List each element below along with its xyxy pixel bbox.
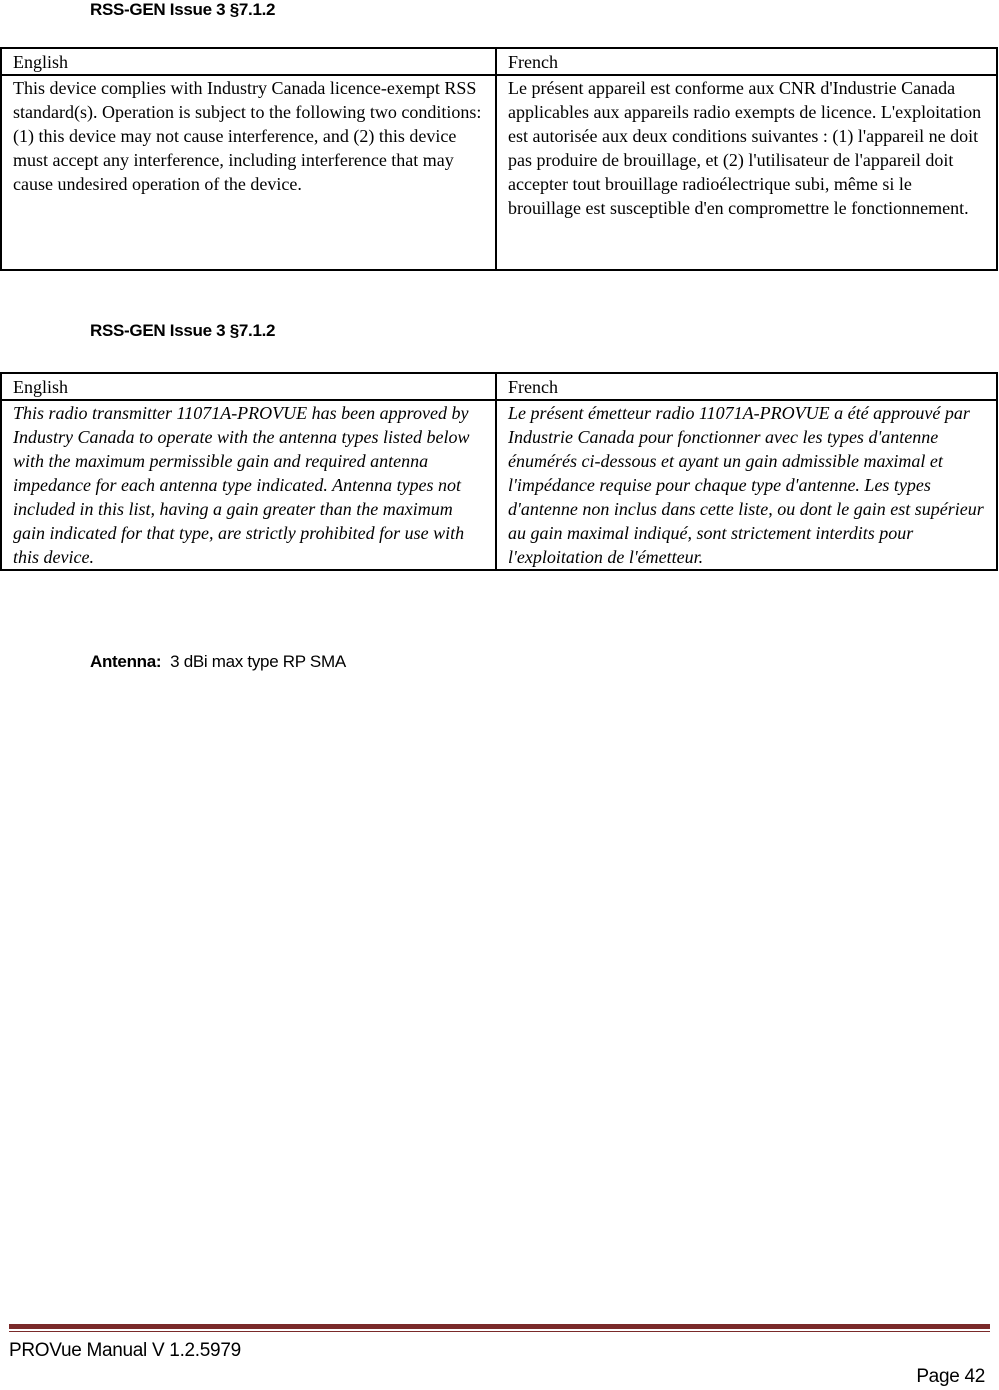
antenna-value: 3 dBi max type RP SMA: [170, 652, 346, 671]
english-text: This radio transmitter 11071A-PROVUE has been approved by Industry Canada to operate with the antenna types listed below with the maximum permissible gain and required antenna impedance for each antenna type indicated. Antenna types not included in this list, having a gain greater than the maximum gain indicated for that type, are strictly prohibited for use with this device.: [1, 400, 496, 570]
section1-table: [0, 47, 998, 271]
english-text: This device complies with Industry Canada licence-exempt RSS standard(s). Operation is subject to the following two conditions: (1) this device may not cause interference, and (2) this device must accept any interference, including interference that may cause undesired operation of the device.: [1, 75, 496, 270]
section2-table: [0, 372, 998, 571]
column-header-english: English: [1, 48, 496, 75]
section1-heading: RSS-GEN Issue 3 §7.1.2: [90, 0, 276, 19]
footer-page-number: Page 42: [916, 1366, 985, 1387]
footer-manual-title: PROVue Manual V 1.2.5979: [9, 1340, 241, 1361]
footer-rule-thick: [9, 1324, 990, 1329]
column-header-french: French: [496, 48, 997, 75]
antenna-label: Antenna:: [90, 652, 162, 671]
footer-rule-thin: [9, 1331, 990, 1332]
table-row: [1, 75, 997, 270]
table-header-row: [1, 373, 997, 400]
column-header-french: French: [496, 373, 997, 400]
table-row: [1, 400, 997, 570]
antenna-spec: [90, 652, 346, 672]
section2-heading: RSS-GEN Issue 3 §7.1.2: [90, 321, 276, 340]
french-text: Le présent appareil est conforme aux CNR d'Industrie Canada applicables aux appareils radio exempts de licence. L'exploitation est autorisée aux deux conditions suivantes : (1) l'appareil ne doit pas produire de brouillage, et (2) l'utilisateur de l'appareil doit accepter tout brouillage radioélectrique subi, même si le brouillage est susceptible d'en compromettre le fonctionnement.: [496, 75, 997, 270]
column-header-english: English: [1, 373, 496, 400]
french-text: Le présent émetteur radio 11071A-PROVUE a été approuvé par Industrie Canada pour fonctionner avec les types d'antenne énumérés ci-dessous et ayant un gain admissible maximal et l'impédance requise pour chaque type d'antenne. Les types d'antenne non inclus dans cette liste, ou dont le gain est supérieur au gain maximal indiqué, sont strictement interdits pour l'exploitation de l'émetteur.: [496, 400, 997, 570]
table-header-row: [1, 48, 997, 75]
